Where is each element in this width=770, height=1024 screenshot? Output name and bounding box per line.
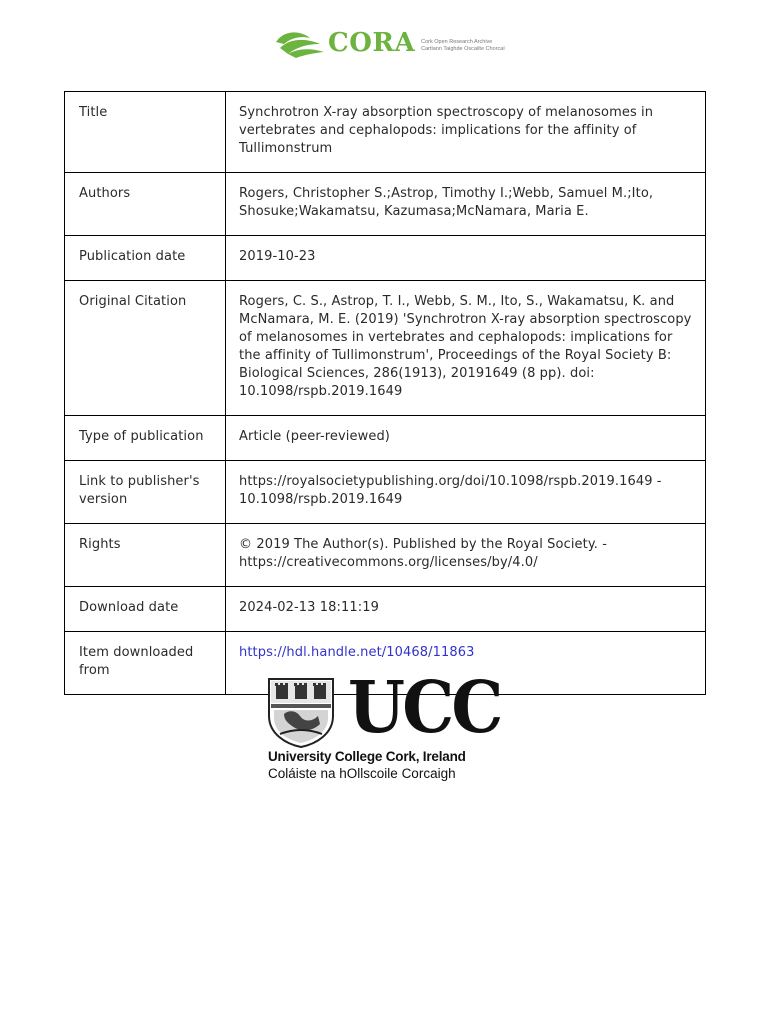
field-value: © 2019 The Author(s). Published by the Royal Society. - https://creativecommons.org/licenses/by/4.0/ [239,537,608,570]
field-label: Authors [65,173,226,236]
table-row [65,173,706,236]
field-value-cell [226,416,706,461]
cora-logo [274,25,505,61]
ucc-crest-icon [266,676,336,748]
field-value-cell [226,236,706,281]
field-value: 2024-02-13 18:11:19 [239,600,379,615]
field-label: Item downloaded from [65,632,226,695]
field-label: Title [65,92,226,173]
handle-link[interactable]: https://hdl.handle.net/10468/11863 [239,645,475,660]
cora-wordmark: CORA [328,28,416,58]
field-label: Rights [65,524,226,587]
leaf-icon [274,28,326,58]
university-name: University College Cork, Ireland [268,749,466,764]
table-row [65,461,706,524]
table-row [65,416,706,461]
field-value-cell [226,281,706,416]
field-value: Rogers, Christopher S.;Astrop, Timothy I.;Webb, Samuel M.;Ito, Shosuke;Wakamatsu, Kazumasa;McNamara, Maria E. [239,186,654,219]
table-row [65,236,706,281]
table-row [65,587,706,632]
table-row [65,524,706,587]
field-value-cell [226,524,706,587]
field-label: Publication date [65,236,226,281]
record-metadata-table [64,91,706,695]
field-label: Type of publication [65,416,226,461]
ucc-wordmark: UCC [348,665,501,749]
field-label: Link to publisher's version [65,461,226,524]
field-label: Download date [65,587,226,632]
field-value: Article (peer-reviewed) [239,429,390,444]
field-value-cell [226,173,706,236]
field-value: Rogers, C. S., Astrop, T. I., Webb, S. M., Ito, S., Wakamatsu, K. and McNamara, M. E. (2019) 'Synchrotron X-ray absorption spectroscopy of melanosomes in vertebrates and cephalopods: implications for the affinity of Tullimonstrum', Proceedings of the Royal Society B: Biological Sciences, 286(1913), 20191649 (8 pp). doi: 10.1098/rspb.2019.1649 [239,294,692,399]
field-value-cell [226,587,706,632]
cora-tagline: Cork Open Research Archive Cartlann Taighde Oscailte Chorcaí [421,39,505,52]
field-value: Synchrotron X-ray absorption spectroscopy of melanosomes in vertebrates and cephalopods: implications for the affinity of Tullimonstrum [239,105,654,156]
field-value-cell [226,461,706,524]
university-name-irish: Coláiste na hOllscoile Corcaigh [268,766,456,781]
field-value: 2019-10-23 [239,249,316,264]
table-row [65,92,706,173]
field-label: Original Citation [65,281,226,416]
field-value-cell [226,92,706,173]
field-value: https://royalsocietypublishing.org/doi/10.1098/rspb.2019.1649 - 10.1098/rspb.2019.1649 [239,474,662,507]
ucc-logo [266,665,506,786]
table-row [65,281,706,416]
